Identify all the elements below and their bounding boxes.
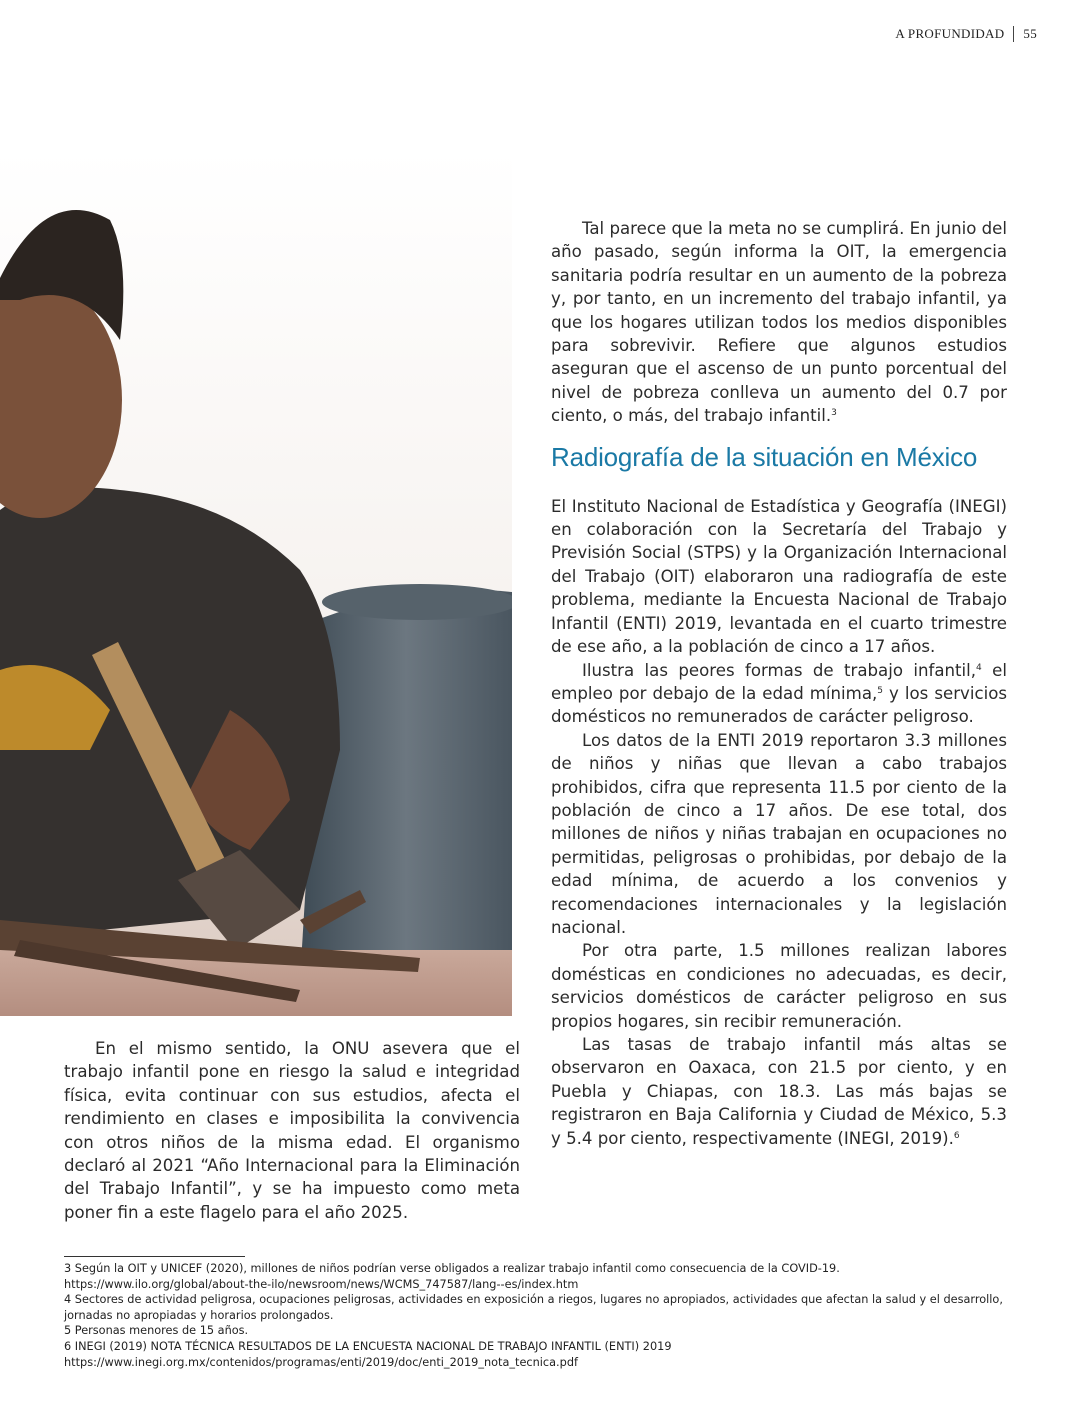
left-column: [64, 1037, 520, 1224]
footnote: 4 Sectores de actividad peligrosa, ocupaciones peligrosas, actividades en exposición a riegos, lugares no apropiados, actividades que afectan la salud y el desarrollo, jornadas no apropiadas y horarios prolongados.: [64, 1293, 1003, 1322]
footnote-link[interactable]: https://www.inegi.org.mx/contenidos/programas/enti/2019/doc/enti_2019_nota_tecnica.pdf: [64, 1355, 578, 1369]
section-title: A PROFUNDIDAD: [895, 26, 1005, 41]
footnote-divider: [64, 1256, 245, 1257]
footnote-ref: 3: [831, 408, 837, 419]
header-divider: [1013, 26, 1014, 42]
paragraph-text: el empleo por debajo de la edad mínima,: [551, 660, 1007, 703]
footnote: 3 Según la OIT y UNICEF (2020), millones de niños podrían verse obligados a realizar trabajo infantil como consecuencia de la COVID-19.: [64, 1262, 840, 1275]
page-header: [895, 26, 1037, 42]
paragraph: [551, 217, 1007, 428]
footnote: 5 Personas menores de 15 años.: [64, 1324, 249, 1338]
footnote-ref: 4: [976, 662, 982, 673]
right-column: [551, 217, 1007, 1150]
paragraph-text: Ilustra las peores formas de trabajo infantil,: [582, 660, 977, 680]
paragraph: Por otra parte, 1.5 millones realizan labores domésticas en condiciones no adecuadas, es decir, servicios domésticos de carácter peligroso en sus propios hogares, sin recibir remuneración.: [551, 941, 1007, 1031]
paragraph-text: Las tasas de trabajo infantil más altas se observaron en Oaxaca, con 21.5 por ciento, y en Puebla y Chiapas, con 18.3. Las más bajas se registraron en Baja California y Ciudad de México, 5.3 y 5.4 por ciento, respectivamente (INEGI, 2019).: [551, 1035, 1007, 1148]
paragraph-text: y los servicios domésticos no remunerados de carácter peligroso.: [551, 683, 1007, 727]
paragraph: En el mismo sentido, la ONU asevera que el trabajo infantil pone en riesgo la salud e integridad física, evita continuar con sus estudios, afecta el rendimiento en clases e imposibilita la convivencia con otros niños de la misma edad. El organismo declaró al 2021 “Año Internacional para la Eliminación del Trabajo Infantil”, y se ha impuesto como meta poner fin a este flagelo para el año 2025.: [64, 1039, 520, 1222]
child-worker-photo: [0, 150, 512, 1016]
page-number: 55: [1023, 26, 1037, 41]
paragraph: [551, 659, 1007, 729]
footnote-ref: 5: [877, 685, 884, 696]
footnote-link[interactable]: https://www.ilo.org/global/about-the-ilo/newsroom/news/WCMS_747587/lang--es/index.htm: [64, 1277, 579, 1291]
paragraph-text: Tal parece que la meta no se cumplirá. En junio del año pasado, según informa la OIT, la emergencia sanitaria podría resultar en un aumento de la pobreza y, por tanto, en un incremento del trabajo infantil, ya que los hogares utilizan todos los medios disponibles para sobrevivir. Refiere que algunos estudios aseguran que el ascenso de un punto porcentual del nivel de pobreza conlleva un aumento del 0.7 por ciento, o más, del trabajo infantil.: [551, 219, 1007, 426]
section-heading: Radiografía de la situación en México: [551, 441, 978, 472]
paragraph: Los datos de la ENTI 2019 reportaron 3.3 millones de niños y niñas que llevan a cabo trabajos prohibidos, cifra que representa 11.5 por ciento de la población de cinco a 17 años. De ese total, dos millones de niños y niñas trabajan en ocupaciones no permitidas, peligrosas o prohibidas, por debajo de la edad mínima, de acuerdo a los convenios y recomendaciones internacionales y la legislación nacional.: [551, 730, 1007, 937]
footnotes: [64, 1261, 1010, 1370]
paragraph: [551, 1033, 1007, 1150]
footnote: 6 INEGI (2019) NOTA TÉCNICA RESULTADOS DE LA ENCUESTA NACIONAL DE TRABAJO INFANTIL (ENTI) 2019: [64, 1339, 672, 1353]
footnote-ref: 6: [953, 1130, 960, 1141]
paragraph: El Instituto Nacional de Estadística y Geografía (INEGI) en colaboración con la Secretaría del Trabajo y Previsión Social (STPS) y la Organización Internacional del Trabajo (OIT) elaboraron una radiografía de este problema, mediante la Encuesta Nacional de Trabajo Infantil (ENTI) 2019, levantada en el cuarto trimestre de ese año, a la población de cinco a 17 años.: [551, 496, 1007, 657]
